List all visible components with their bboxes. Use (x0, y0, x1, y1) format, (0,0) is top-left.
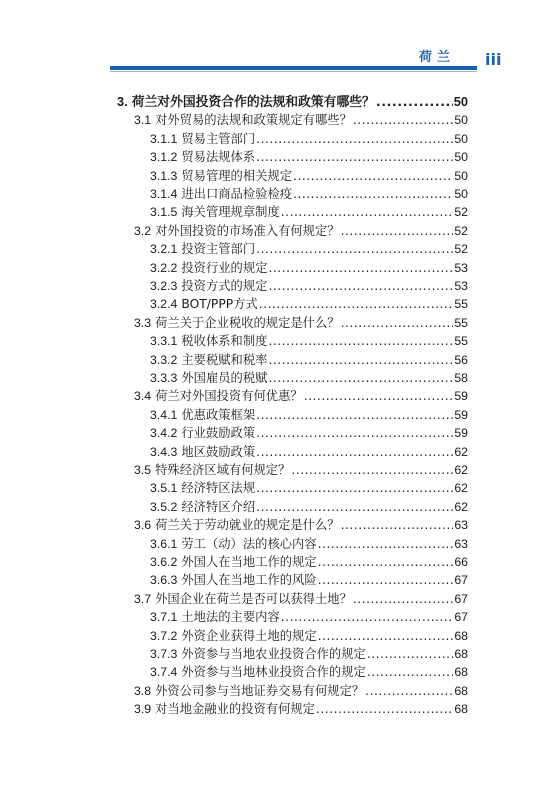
toc-entry-number: 3.7.4 (150, 665, 178, 680)
dot-leader (318, 571, 454, 589)
toc-entry-number: 3.7.2 (150, 628, 178, 643)
toc-entry-number: 3.4.1 (150, 407, 178, 422)
toc-entry-title: 劳工（动）法的核心内容 (181, 536, 317, 551)
toc-entry-page: 62 (454, 463, 468, 477)
toc-entry[interactable] (150, 369, 468, 387)
dot-leader (256, 479, 453, 497)
toc-entry-title: 贸易管理的相关规定 (181, 168, 293, 183)
dot-leader (268, 277, 453, 295)
toc-entry-page: 59 (454, 426, 468, 441)
dot-leader (256, 240, 453, 258)
toc-entry-title: 外资参与当地林业投资合作的规定 (181, 665, 366, 680)
toc-entry-title: 荷兰对外国投资有何优惠？ (155, 389, 303, 404)
toc-entry[interactable] (150, 535, 468, 553)
toc-entry[interactable] (150, 295, 468, 313)
header-country: 荷兰 (419, 50, 456, 65)
toc-entry-number: 3.7.3 (150, 647, 178, 661)
page-number: iii (485, 50, 502, 69)
toc-entry[interactable] (117, 93, 468, 112)
toc-entry-page: 50 (454, 168, 468, 183)
toc-entry-title: 贸易法规体系 (181, 150, 256, 165)
toc-entry-page: 53 (454, 260, 468, 275)
toc-entry-page: 68 (454, 665, 468, 680)
toc-entry-title: BOT/PPP方式 (181, 297, 258, 312)
toc-entry-page: 50 (454, 113, 468, 128)
toc-entry-title: 荷兰对外国投资合作的法规和政策有哪些？ (131, 95, 375, 110)
toc-entry-number: 3.1.2 (150, 150, 178, 165)
header-rule (110, 66, 477, 70)
toc-entry-page: 55 (454, 315, 468, 330)
toc-entry[interactable] (150, 443, 468, 461)
dot-leader (268, 259, 453, 277)
toc-entry[interactable] (150, 571, 468, 589)
toc-entry[interactable] (150, 203, 468, 221)
toc-entry-title: 税收体系和制度 (181, 334, 268, 349)
toc-entry[interactable] (150, 148, 468, 166)
toc-entry-number: 3.7.1 (150, 610, 178, 625)
toc-entry-title: 土地法的主要内容 (181, 610, 280, 625)
toc-entry-title: 荷兰关于企业税收的规定是什么？ (155, 315, 340, 330)
toc-entry-title: 行业鼓励政策 (181, 426, 256, 441)
toc-entry-page: 67 (454, 610, 468, 625)
toc-entry[interactable] (134, 314, 468, 332)
toc-entry-title: 地区鼓励政策 (181, 444, 256, 459)
toc-entry-number: 3.3 (134, 315, 152, 330)
toc-entry[interactable] (134, 222, 468, 240)
dot-leader (318, 627, 454, 645)
toc-entry-page: 52 (454, 205, 468, 220)
toc-entry-number: 3.5 (134, 463, 152, 477)
toc-entry-page: 66 (454, 555, 468, 569)
toc-entry-page: 50 (454, 187, 468, 201)
toc-entry-title: 外资参与当地农业投资合作的规定 (181, 647, 366, 661)
toc-entry-title: 投资主管部门 (181, 242, 256, 257)
dot-leader (256, 424, 453, 442)
toc-entry-page: 62 (454, 481, 468, 496)
toc-entry-number: 3.2.1 (150, 242, 178, 257)
toc-entry-number: 3.3.3 (150, 371, 178, 385)
toc-entry-number: 3.2.4 (150, 297, 178, 312)
toc-entry[interactable] (150, 185, 468, 203)
toc-entry-page: 53 (454, 279, 468, 293)
dot-leader (365, 682, 453, 700)
toc-entry-number: 3.1.4 (150, 187, 178, 201)
dot-leader (291, 461, 453, 479)
toc-entry-page: 63 (454, 536, 468, 551)
toc-entry-number: 3.4.3 (150, 444, 178, 459)
dot-leader (353, 590, 453, 608)
dot-leader (256, 443, 453, 461)
toc-entry-page: 50 (454, 150, 468, 165)
toc-entry-page: 67 (454, 591, 468, 606)
toc-entry-title: 荷兰关于劳动就业的规定是什么？ (155, 518, 340, 533)
toc-entry-page: 59 (454, 407, 468, 422)
toc-entry-number: 3. (117, 94, 128, 109)
toc-entry[interactable] (150, 479, 468, 497)
toc-entry-number: 3.6.1 (150, 536, 178, 551)
toc-entry-title: 对外贸易的法规和政策规定有哪些？ (155, 113, 352, 128)
toc-entry-page: 58 (454, 371, 468, 385)
toc-entry-number: 3.3.2 (150, 352, 178, 367)
dot-leader (281, 203, 454, 221)
dot-leader (256, 406, 453, 424)
toc-entry-page: 63 (454, 518, 468, 533)
toc-entry[interactable] (150, 608, 468, 626)
toc-entry-number: 3.3.1 (150, 334, 178, 349)
toc-entry[interactable] (134, 516, 468, 534)
toc-entry[interactable] (150, 259, 468, 277)
toc-entry-number: 3.6.2 (150, 555, 178, 569)
toc-entry-title: 外国雇员的税赋 (181, 371, 268, 385)
toc-entry[interactable] (150, 498, 468, 516)
toc-entry-number: 3.4.2 (150, 426, 178, 441)
toc-entry-page: 55 (454, 297, 468, 312)
dot-leader (304, 387, 454, 405)
toc-entry-title: 投资方式的规定 (181, 279, 268, 293)
toc-entry-page: 68 (454, 628, 468, 643)
dot-leader (341, 314, 454, 332)
toc-entry-number: 3.2.2 (150, 260, 178, 275)
dot-leader (376, 94, 453, 112)
toc-entry-title: 外国人在当地工作的风险 (181, 573, 317, 588)
toc-entry[interactable] (150, 627, 468, 645)
toc-entry-title: 特殊经济区域有何规定？ (155, 463, 291, 477)
toc-entry-number: 3.5.1 (150, 481, 178, 496)
dot-leader (341, 516, 454, 534)
toc-entry-page: 59 (454, 389, 468, 404)
toc-entry[interactable] (150, 645, 468, 663)
header-rule-thin (110, 71, 477, 72)
toc-entry-page: 52 (454, 242, 468, 257)
toc-entry-number: 3.1.1 (150, 131, 178, 146)
toc-entry-title: 外国企业在荷兰是否可以获得土地？ (155, 591, 352, 606)
toc-entry[interactable] (134, 387, 468, 405)
dot-leader (318, 553, 454, 571)
dot-leader (353, 111, 453, 129)
dot-leader (318, 535, 454, 553)
toc-entry-number: 3.7 (134, 591, 152, 606)
toc-entry-page: 68 (454, 683, 468, 698)
toc-entry-page: 62 (454, 444, 468, 459)
dot-leader (367, 663, 453, 681)
toc-entry[interactable] (150, 332, 468, 350)
dot-leader (367, 645, 453, 663)
dot-leader (256, 498, 453, 516)
toc-entry[interactable] (150, 424, 468, 442)
toc-entry[interactable] (134, 682, 468, 700)
toc-entry[interactable] (134, 111, 468, 129)
toc-entry[interactable] (150, 406, 468, 424)
toc-entry-page: 56 (454, 352, 468, 367)
toc-entry-title: 外国人在当地工作的规定 (181, 555, 317, 569)
dot-leader (268, 332, 453, 350)
toc-entry-title: 对外国投资的市场准入有何规定？ (155, 223, 340, 238)
toc-entry-title: 经济特区法规 (181, 481, 256, 496)
toc-entry-page: 52 (454, 223, 468, 238)
toc-entry-number: 3.8 (134, 683, 152, 698)
toc-entry-page: 67 (454, 573, 468, 588)
toc-entry-number: 3.6.3 (150, 573, 178, 588)
toc-entry[interactable] (150, 663, 468, 681)
toc-entry-title: 主要税赋和税率 (181, 352, 268, 367)
toc-entry-number: 3.5.2 (150, 499, 178, 514)
toc-entry[interactable] (150, 277, 468, 295)
toc-entry-number: 3.1 (134, 113, 152, 128)
toc-entry-title: 外资公司参与当地证券交易有何规定？ (155, 683, 365, 698)
dot-leader (256, 130, 453, 148)
toc-entry-title: 外资企业获得土地的规定 (181, 628, 317, 643)
toc-entry-page: 68 (454, 702, 468, 717)
toc-entry-title: 优惠政策框架 (181, 407, 256, 422)
toc-entry-title: 进出口商品检验检疫 (181, 187, 293, 201)
toc-entry-page: 55 (454, 334, 468, 349)
dot-leader (256, 148, 453, 166)
toc-entry[interactable] (150, 167, 468, 185)
toc-entry-title: 海关管理规章制度 (181, 205, 280, 220)
dot-leader (341, 222, 454, 240)
toc-entry[interactable] (134, 700, 468, 718)
toc-entry-number: 3.1.3 (150, 168, 178, 183)
toc-entry-page: 68 (454, 647, 468, 661)
toc-entry-page: 50 (453, 94, 468, 109)
dot-leader (281, 608, 454, 626)
toc-entry-page: 50 (454, 131, 468, 146)
dot-leader (268, 351, 453, 369)
toc-entry-title: 对当地金融业的投资有何规定 (155, 702, 315, 717)
toc-entry-number: 3.1.5 (150, 205, 178, 220)
toc-entry-title: 投资行业的规定 (181, 260, 268, 275)
toc-entry-number: 3.6 (134, 518, 152, 533)
toc-entry[interactable] (150, 240, 468, 258)
toc-entry-number: 3.9 (134, 702, 152, 717)
toc-entry-number: 3.2.3 (150, 279, 178, 293)
dot-leader (293, 167, 453, 185)
toc-entry[interactable] (134, 590, 468, 608)
toc-entry-number: 3.4 (134, 389, 152, 404)
toc-entry-title: 贸易主管部门 (181, 131, 256, 146)
dot-leader (259, 295, 454, 313)
toc-entry-page: 62 (454, 499, 468, 514)
toc-entry-title: 经济特区介绍 (181, 499, 256, 514)
toc-entry[interactable] (134, 461, 468, 479)
dot-leader (316, 700, 453, 718)
toc-entry[interactable] (150, 130, 468, 148)
toc-entry-number: 3.2 (134, 223, 152, 238)
dot-leader (293, 185, 453, 203)
dot-leader (268, 369, 453, 387)
toc-entry[interactable] (150, 553, 468, 571)
toc-entry[interactable] (150, 351, 468, 369)
